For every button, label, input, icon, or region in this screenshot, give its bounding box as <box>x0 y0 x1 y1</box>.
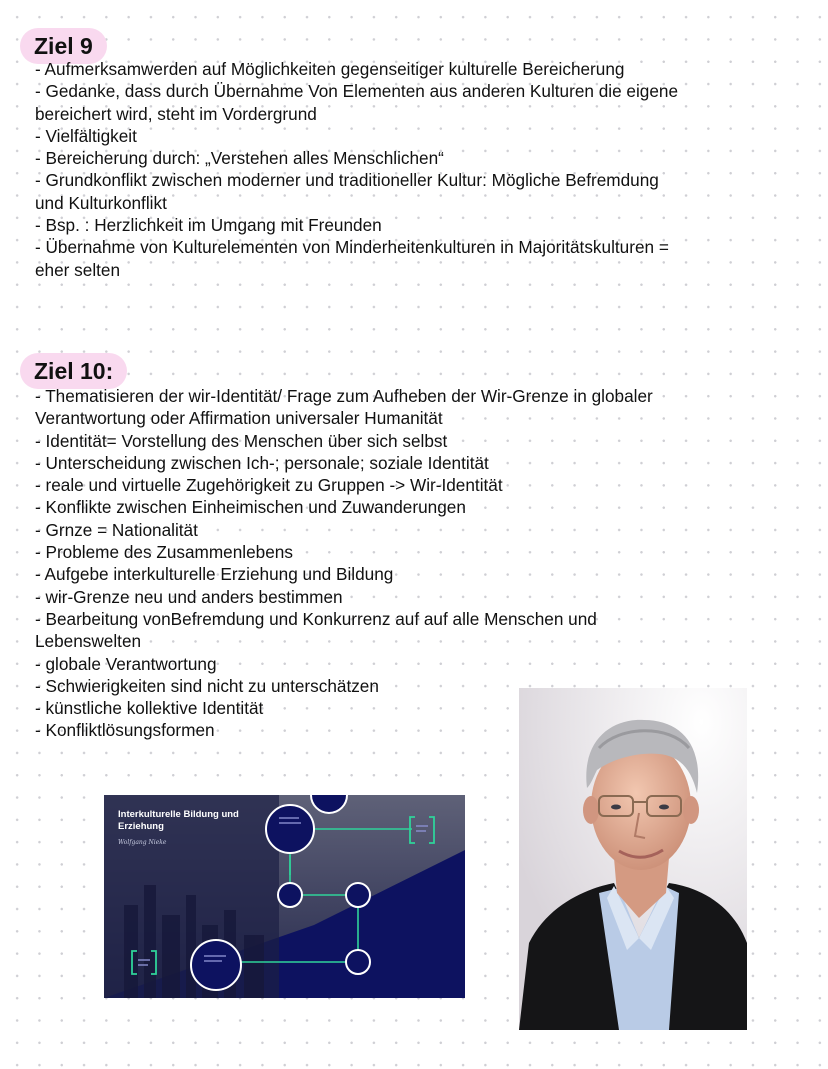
text-line: - wir-Grenze neu und anders bestimmen <box>35 586 343 607</box>
text-line: - Übernahme von Kulturelementen von Minderheitenkulturen in Majoritätskulturen = <box>35 237 669 258</box>
text-line: - Gedanke, dass durch Übernahme Von Elementen aus anderen Kulturen die eigene <box>35 81 679 102</box>
text-line: - Konflikte zwischen Einheimischen und Zuwanderungen <box>35 497 466 518</box>
text-line: - reale und virtuelle Zugehörigkeit zu Gruppen -> Wir-Identität <box>35 475 503 496</box>
slide-title: Interkulturelle Bildung und Erziehung <box>118 809 239 832</box>
text-line: - Bereicherung durch: „Verstehen alles Menschlichen“ <box>35 148 444 169</box>
ziel-9-text <box>35 58 770 281</box>
person-illustration <box>519 688 747 1030</box>
ziel-9-heading: Ziel 9 <box>20 28 107 64</box>
text-line: - Bsp. : Herzlichkeit im Umgang mit Freunden <box>35 215 382 236</box>
text-line: - Grundkonflikt zwischen moderner und traditioneller Kultur: Mögliche Befremdung <box>35 170 659 191</box>
text-line: - Konfliktlösungsformen <box>35 720 215 741</box>
text-line: - Thematisieren der wir-Identität/ Frage zum Aufheben der Wir-Grenze in globaler <box>35 386 653 406</box>
text-line: - Aufmerksamwerden auf Möglichkeiten gegenseitiger kulturelle Bereicherung <box>35 59 625 79</box>
portrait-photo <box>519 688 747 1030</box>
slide-author: Wolfgang Nieke <box>118 839 167 846</box>
text-line: - Identität= Vorstellung des Menschen über sich selbst <box>35 430 448 451</box>
presentation-thumbnail <box>104 795 465 998</box>
ziel-10-heading: Ziel 10: <box>20 353 127 389</box>
text-line: - Unterscheidung zwischen Ich-; personale; soziale Identität <box>35 452 489 473</box>
text-line: - Aufgebe interkulturelle Erziehung und Bildung <box>35 564 394 585</box>
text-line: bereichert wird, steht im Vordergrund <box>35 103 317 124</box>
text-line: - Bearbeitung vonBefremdung und Konkurrenz auf auf alle Menschen und <box>35 608 597 629</box>
text-line: - Schwierigkeiten sind nicht zu unterschätzen <box>35 675 379 696</box>
text-line: - globale Verantwortung <box>35 653 217 674</box>
text-line: - Vielfältigkeit <box>35 125 137 146</box>
text-line: und Kulturkonflikt <box>35 192 167 213</box>
text-line: eher selten <box>35 259 121 280</box>
text-line: Lebenswelten <box>35 631 142 652</box>
text-line: Verantwortung oder Affirmation universaler Humanität <box>35 408 443 429</box>
text-line: - Grnze = Nationalität <box>35 519 198 540</box>
text-line: - künstliche kollektive Identität <box>35 698 264 719</box>
text-line: - Probleme des Zusammenlebens <box>35 542 293 563</box>
